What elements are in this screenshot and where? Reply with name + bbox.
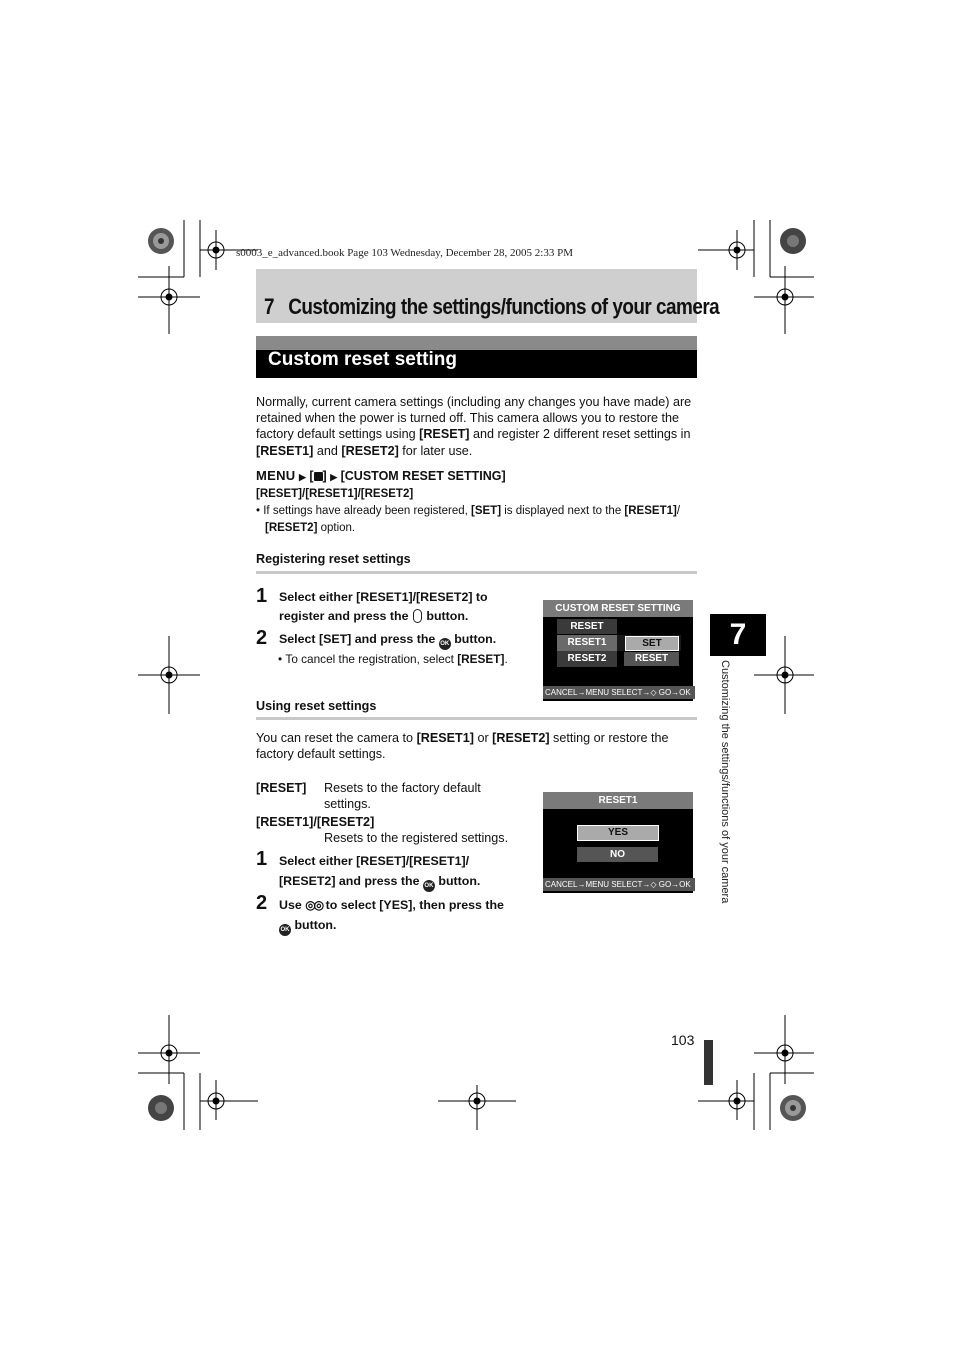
camera-tab-icon xyxy=(314,472,323,481)
ok-button-icon: OK xyxy=(423,880,435,892)
def-term-reset: [RESET] xyxy=(256,781,307,795)
lcd-title: RESET1 xyxy=(543,792,693,809)
arrow-right-icon: ▶ xyxy=(298,472,306,482)
ok-button-icon: OK xyxy=(279,924,291,936)
lcd-yes-option: YES xyxy=(577,825,659,841)
divider xyxy=(256,571,697,574)
chapter-side-tab: 7 xyxy=(710,614,766,656)
using-step-1: Select either [RESET]/[RESET1]/ [RESET2] and press the OK button. xyxy=(279,851,539,892)
chapter-number: 7 xyxy=(264,294,275,319)
ok-button-icon: OK xyxy=(439,638,451,650)
up-down-arrow-icon: ◎◎ xyxy=(305,898,323,912)
using-intro: You can reset the camera to [RESET1] or [RESET2] setting or restore the factory default settings. xyxy=(256,731,669,762)
side-tab-text: Customizing the settings/functions of your camera xyxy=(719,660,731,904)
chapter-title xyxy=(264,294,719,320)
using-step-2: Use ◎◎ to select [YES], then press the OK button. xyxy=(279,895,539,936)
lcd-set-option: SET xyxy=(625,636,679,651)
chapter-title-text: Customizing the settings/functions of your camera xyxy=(288,294,720,319)
lcd-footer: CANCEL→MENU SELECT→◇ GO→OK xyxy=(543,878,695,891)
section-title: Custom reset setting xyxy=(268,349,457,370)
lcd-row-reset1: RESET1 xyxy=(557,635,617,651)
page-number: 103 xyxy=(671,1032,695,1048)
lcd-reset-option: RESET xyxy=(624,652,679,666)
step-number: 1 xyxy=(256,848,268,870)
registering-heading: Registering reset settings xyxy=(256,552,411,566)
using-heading: Using reset settings xyxy=(256,699,377,713)
lcd-footer: CANCEL→MENU SELECT→◇ GO→OK xyxy=(543,686,695,699)
def-term-reset12: [RESET1]/[RESET2] xyxy=(256,815,375,829)
menu-item: [CUSTOM RESET SETTING] xyxy=(340,469,506,483)
divider xyxy=(256,717,697,720)
file-info: s0003_e_advanced.book Page 103 Wednesday, December 28, 2005 2:33 PM xyxy=(236,247,573,259)
menu-path: MENU ▶ [ ] ▶ [CUSTOM RESET SETTING] xyxy=(256,468,506,483)
lcd-custom-reset-screen xyxy=(543,600,693,701)
arrow-pad-icon xyxy=(413,609,422,623)
register-step-2: Select [SET] and press the OK button. xyxy=(279,630,496,650)
register-note: • To cancel the registration, select [RESET]. xyxy=(278,652,508,666)
menu-label: MENU xyxy=(256,468,296,483)
arrow-right-icon: ▶ xyxy=(330,472,338,482)
def-desc-reset12: Resets to the registered settings. xyxy=(324,831,509,845)
step-number: 1 xyxy=(256,585,268,607)
register-step-1: Select either [RESET1]/[RESET2] to register and press the button. xyxy=(279,590,488,623)
step-number: 2 xyxy=(256,627,268,649)
lcd-row-reset: RESET xyxy=(557,619,617,634)
lcd-no-option: NO xyxy=(577,847,658,862)
lcd-row-reset2: RESET2 xyxy=(557,651,617,667)
page-marker-bar xyxy=(704,1040,713,1085)
def-desc-reset: Resets to the factory default settings. xyxy=(324,781,481,812)
options-header: [RESET]/[RESET1]/[RESET2] xyxy=(256,488,414,500)
lcd-reset1-screen xyxy=(543,792,693,893)
options-note: • If settings have already been registered, [SET] is displayed next to the [RESET1]/ [RESET2] option. xyxy=(256,505,681,534)
lcd-title: CUSTOM RESET SETTING xyxy=(543,600,693,617)
intro-paragraph: Normally, current camera settings (including any changes you have made) are retained when the power is turned off. This camera allows you to restore the factory default settings using [RESET] and register 2 different reset settings in [RESET1] and [RESET2] for later use. xyxy=(256,395,692,458)
step-number: 2 xyxy=(256,892,268,914)
